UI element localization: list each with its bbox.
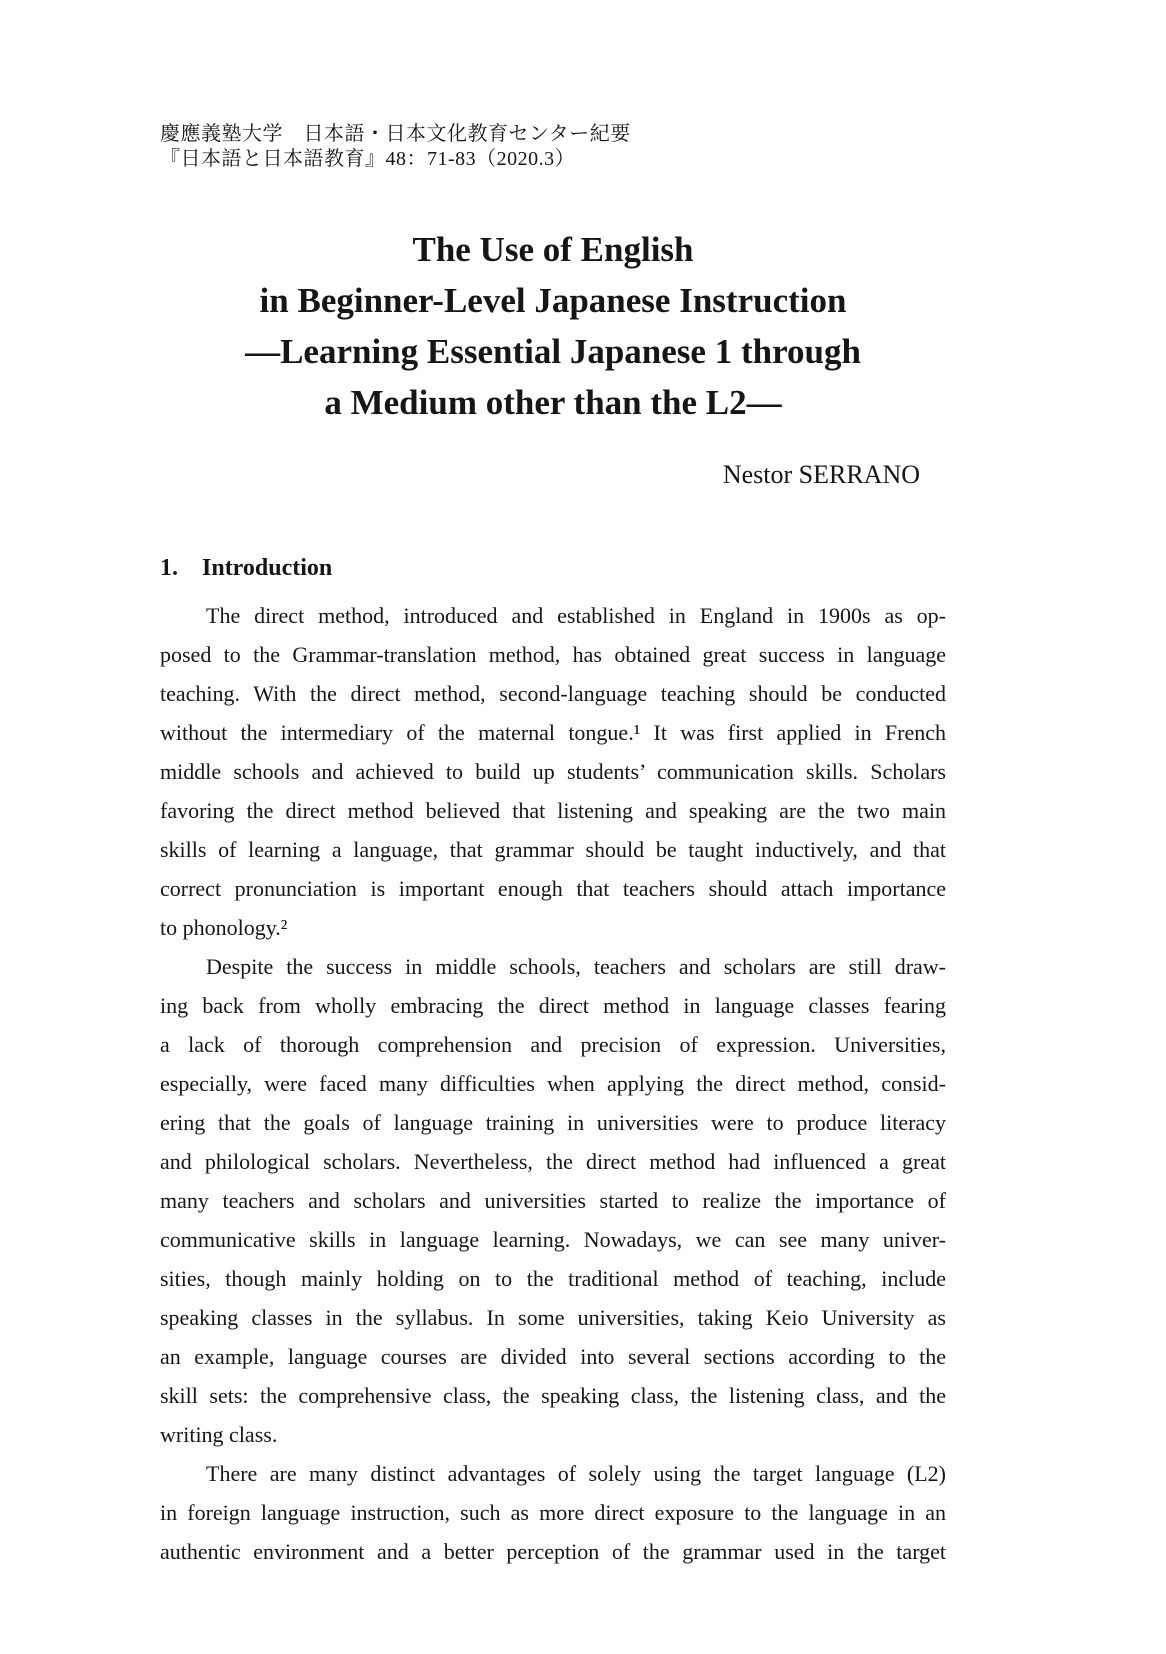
text-line: many teachers and scholars and universities started to realize the importance of (160, 1188, 946, 1213)
text-line: and philological scholars. Nevertheless, the direct method had influenced a great (160, 1149, 946, 1174)
title-line: a Medium other than the L2— (324, 383, 782, 422)
page-content (160, 0, 946, 1571)
paragraph (160, 947, 946, 1454)
author-name: Nestor SERRANO (722, 460, 920, 489)
text-line: The direct method, introduced and established in England in 1900s as op- (206, 603, 946, 628)
title-line: The Use of English (412, 230, 694, 269)
text-line: teaching. With the direct method, second-language teaching should be conducted (160, 681, 946, 706)
section-heading (160, 552, 946, 584)
text-line: to phonology.² (160, 915, 288, 940)
text-line: especially, were faced many difficulties when applying the direct method, consid- (160, 1071, 946, 1096)
journal-header-line1: 慶應義塾大学 日本語・日本文化教育センター紀要 (160, 123, 631, 145)
text-line: There are many distinct advantages of solely using the target language (L2) (206, 1461, 946, 1486)
text-line: ering that the goals of language training in universities were to produce literacy (160, 1110, 946, 1135)
paragraph (160, 596, 946, 947)
text-line: Despite the success in middle schools, teachers and scholars are still draw- (206, 954, 946, 979)
text-line: communicative skills in language learning. Nowadays, we can see many univer- (160, 1227, 946, 1252)
text-line: an example, language courses are divided into several sections according to the (160, 1344, 946, 1369)
text-line: without the intermediary of the maternal tongue.¹ It was first applied in French (160, 720, 946, 745)
text-line: a lack of thorough comprehension and precision of expression. Universities, (160, 1032, 946, 1057)
journal-header-line2: 『日本語と日本語教育』48：71-83（2020.3） (160, 148, 576, 170)
text-line: in foreign language instruction, such as more direct exposure to the language in an (160, 1500, 946, 1525)
section-title: Introduction (202, 555, 333, 581)
text-line: ing back from wholly embracing the direct method in language classes fearing (160, 993, 946, 1018)
text-line: sities, though mainly holding on to the traditional method of teaching, include (160, 1266, 946, 1291)
text-line: favoring the direct method believed that listening and speaking are the two main (160, 798, 946, 823)
text-line: skills of learning a language, that grammar should be taught inductively, and that (160, 837, 946, 862)
title-line: —Learning Essential Japanese 1 through (245, 332, 861, 371)
journal-header (160, 122, 946, 172)
article-title (160, 224, 946, 428)
article-body (160, 596, 946, 1571)
text-line: skill sets: the comprehensive class, the speaking class, the listening class, and the (160, 1383, 946, 1408)
text-line: posed to the Grammar-translation method, has obtained great success in language (160, 642, 946, 667)
paragraph (160, 1454, 946, 1571)
text-line: speaking classes in the syllabus. In some universities, taking Keio University as (160, 1305, 946, 1330)
section-number: 1. (160, 555, 178, 581)
text-line: writing class. (160, 1422, 278, 1447)
title-line: in Beginner-Level Japanese Instruction (259, 281, 847, 320)
text-line: authentic environment and a better perception of the grammar used in the target (160, 1539, 946, 1564)
text-line: correct pronunciation is important enough that teachers should attach importance (160, 876, 946, 901)
text-line: middle schools and achieved to build up students’ communication skills. Scholars (160, 759, 946, 784)
